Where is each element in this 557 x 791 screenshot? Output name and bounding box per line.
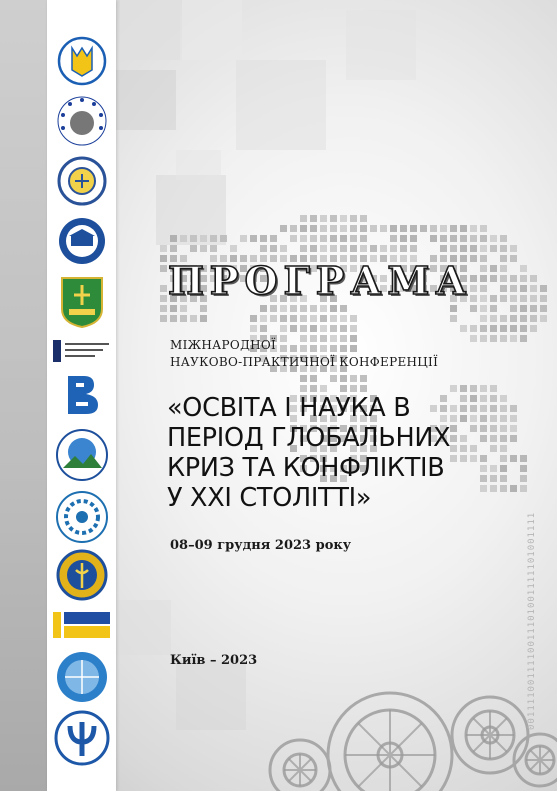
gear-spoke: [358, 723, 390, 755]
conference-type-line2: НАУКОВО-ПРАКТИЧНОЇ КОНФЕРЕНЦІЇ: [170, 355, 439, 369]
union-of-ukraine-logo-icon: [52, 608, 112, 644]
theme-line: КРИЗ ТА КОНФЛІКТІВ: [167, 453, 445, 483]
gear-spoke: [358, 755, 390, 787]
blue-globe-seal-icon: [55, 650, 109, 704]
conference-theme: [167, 393, 450, 513]
technical-university-seal-icon: [55, 490, 109, 544]
theme-line: У XXI СТОЛІТТІ»: [167, 483, 372, 513]
university-building-seal-icon: [57, 216, 107, 266]
university-seal-icon: [57, 156, 107, 206]
gear-spoke: [540, 760, 550, 770]
gear-spoke: [300, 759, 311, 770]
binary-code-decoration: 0011110011110011101001111101001111: [527, 511, 537, 730]
psi-emblem-icon: [54, 710, 110, 766]
gear-spoke: [289, 770, 300, 781]
city-year: Київ – 2023: [170, 653, 258, 668]
program-title: ПРОГРАМА: [168, 258, 473, 303]
gear-spoke: [530, 750, 540, 760]
globe-mountain-emblem-icon: [55, 428, 109, 482]
green-shield-emblem-icon: [59, 275, 105, 329]
conference-dates: 08–09 грудня 2023 року: [170, 538, 352, 553]
gear-spoke: [530, 760, 540, 770]
gear-spoke: [300, 770, 311, 781]
medical-university-logo-icon: [52, 338, 112, 364]
eu-stars-portrait-emblem-icon: [56, 95, 108, 147]
conference-type-line1: МІЖНАРОДНОЇ: [170, 338, 277, 352]
yellow-medical-emblem-icon: [56, 548, 108, 602]
stylized-b-emblem-icon: [58, 372, 106, 418]
ukrainian-trident-emblem-icon: [57, 36, 107, 86]
partner-logos-strip: [47, 0, 116, 791]
theme-line: ПЕРІОД ГЛОБАЛЬНИХ: [167, 423, 451, 453]
gear-spoke: [540, 750, 550, 760]
theme-line: «ОСВІТА І НАУКА В: [167, 393, 411, 423]
gear-spoke: [390, 723, 422, 755]
gear-spoke: [289, 759, 300, 770]
gear-spoke: [390, 755, 422, 787]
